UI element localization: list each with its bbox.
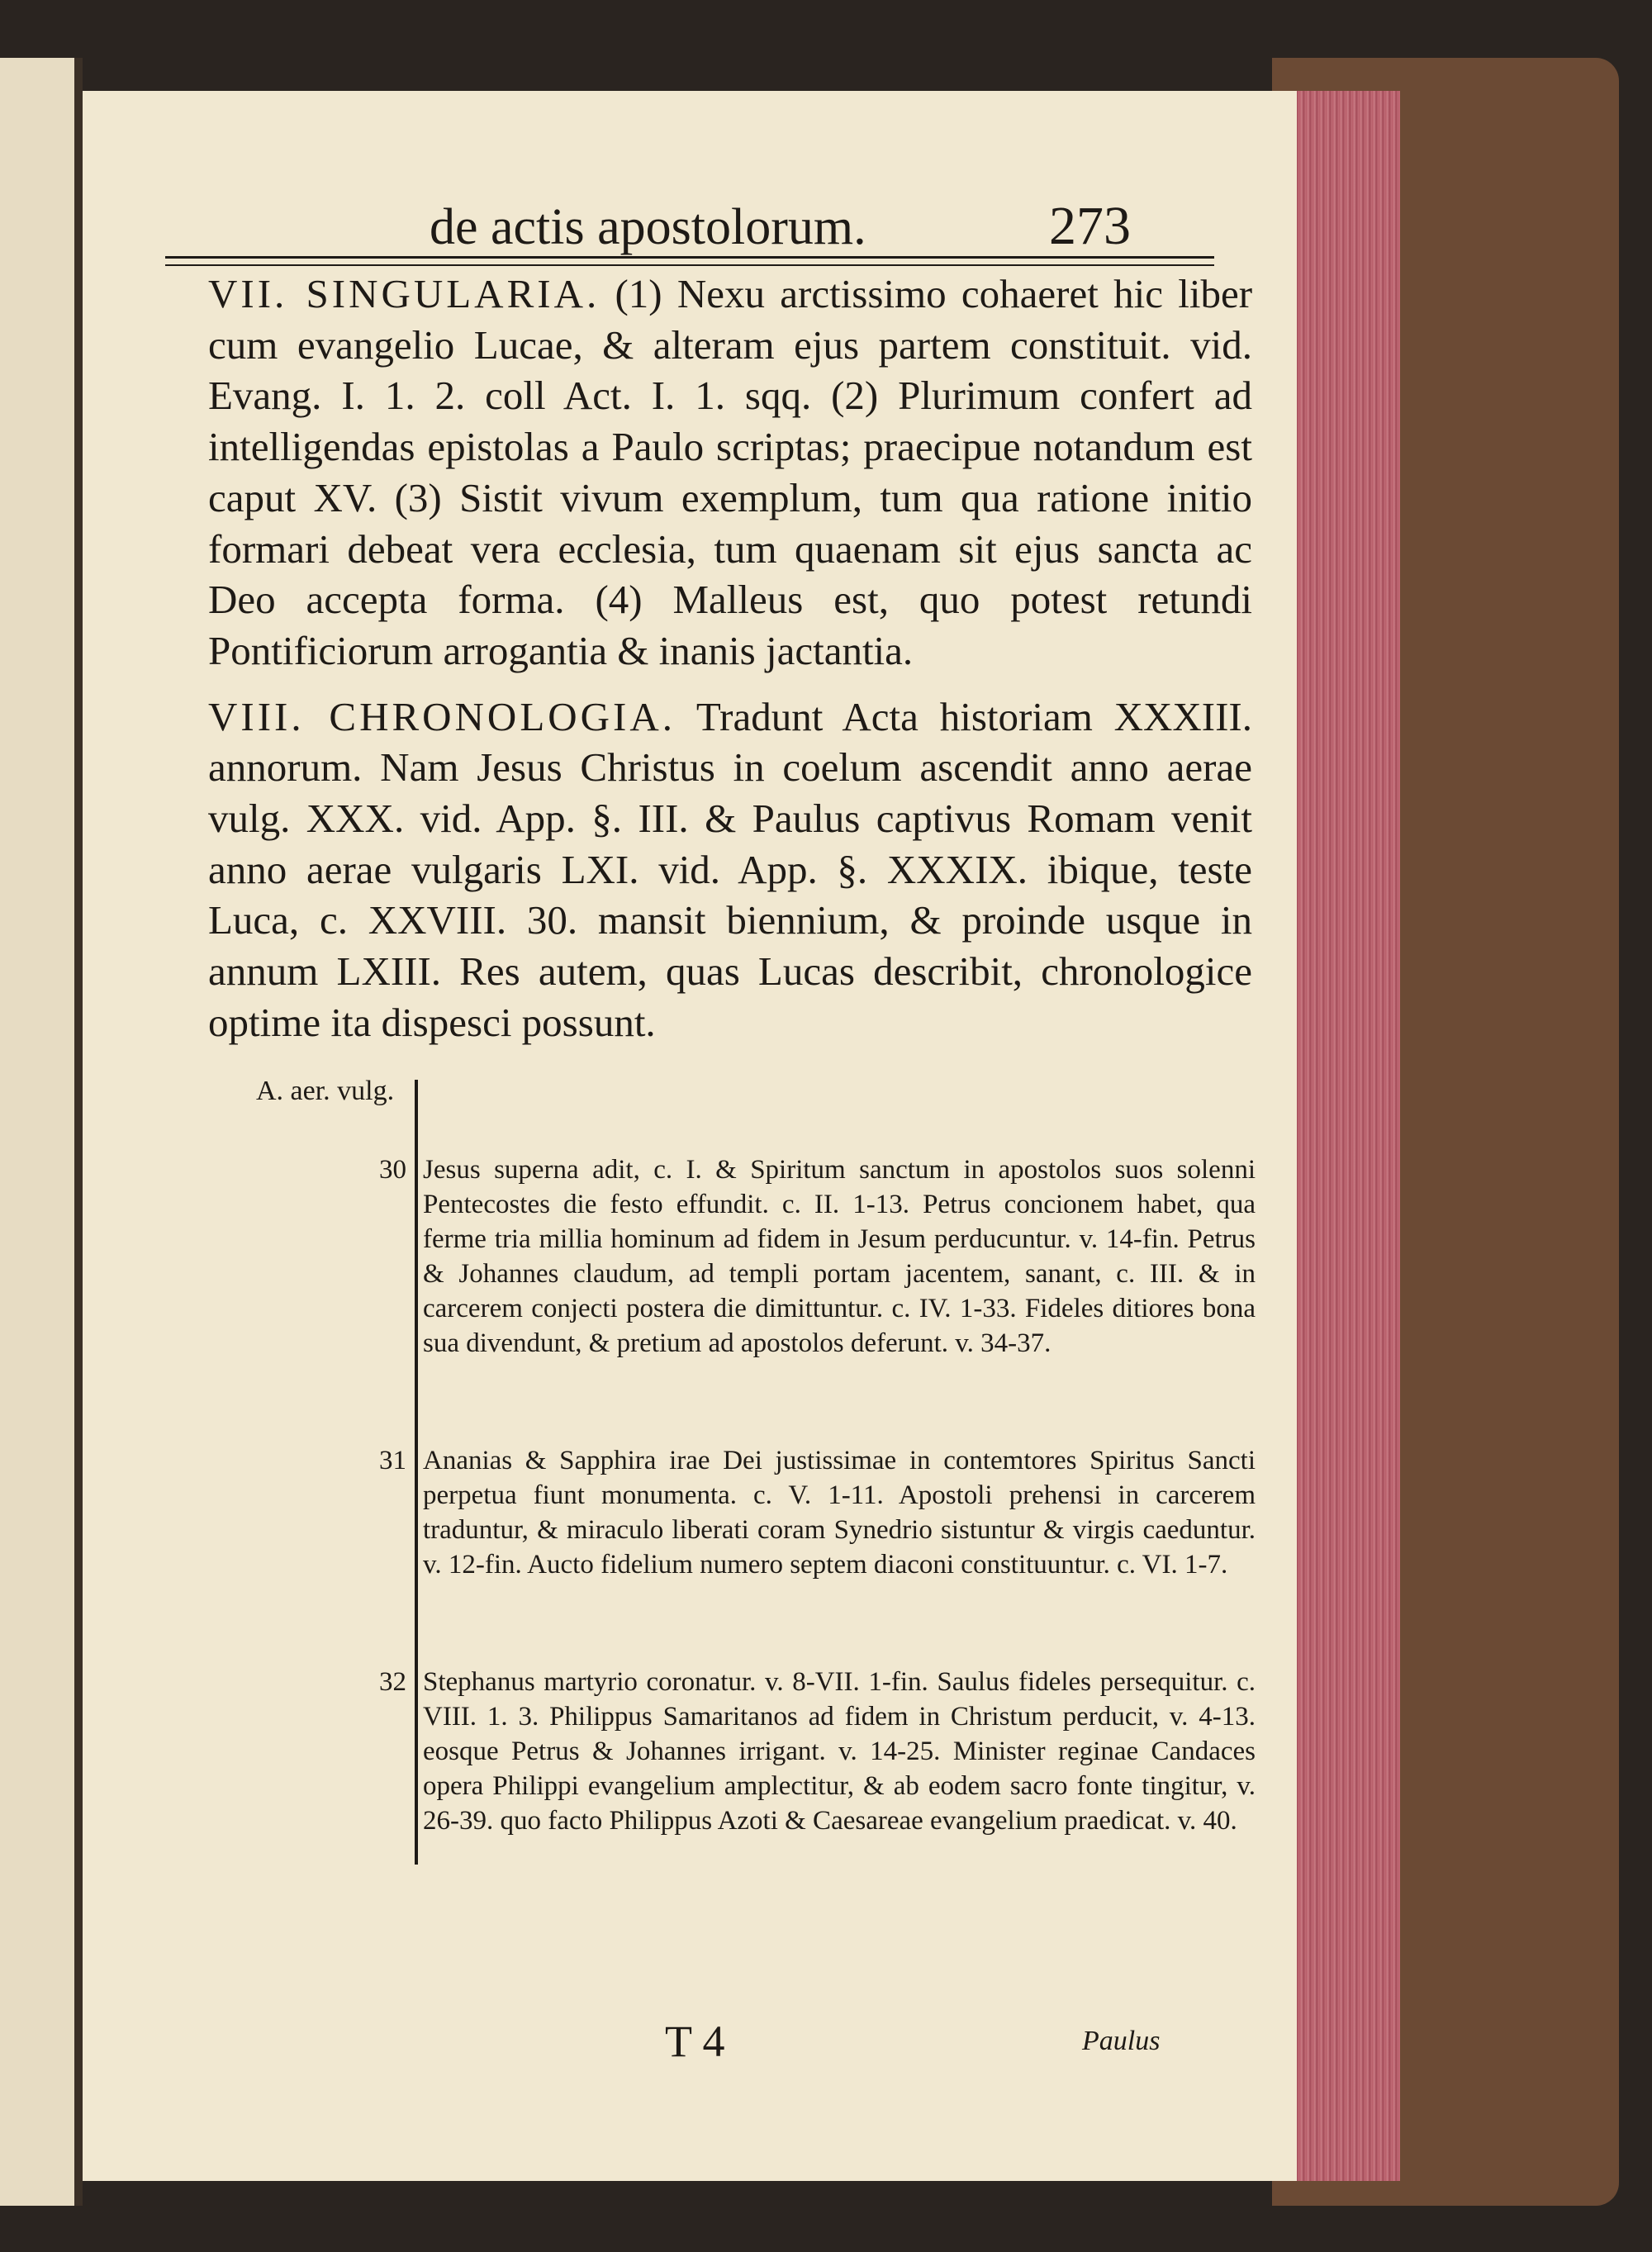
page-header [83, 198, 1297, 264]
row-text: Stephanus martyrio coronatur. v. 8-VII. 1-fin. Saulus fideles persequitur. c. VIII. 1. 3. Philippus Samaritanos ad fidem in Christum perducit, v. 4-13. eosque Petrus & Johannes irrigant. v. 14-25. Minister reginae Candaces opera Philippi evangelium amplectitur, & ab eodem sacro fonte tingitur, v. 26-39. quo facto Philippus Azoti & Caesareae evangelium praedicat. v. 40. [423, 1666, 1256, 1836]
row-text: Jesus superna adit, c. I. & Spiritum sanctum in apostolos suos solenni Pentecostes die festo effundit. c. II. 1-13. Petrus concionem habet, qua ferme tria millia hominum ad fidem in Jesum perducuntur. v. 14-fin. Petrus & Johannes claudum, ad templi portam jacentem, sanant, c. III. & in carcerem conjecti postera die dimittuntur. c. IV. 1-33. Fideles ditiores bona sua divendunt, & pretium ad apostolos deferunt. v. 34-37. [423, 1154, 1256, 1358]
section-label: VII. SINGULARIA. [208, 271, 601, 316]
section-singularia [208, 268, 1252, 677]
section-chronologia [208, 691, 1252, 1048]
chronology-table [208, 1075, 1256, 1873]
page-number: 273 [1049, 196, 1131, 256]
header-rule [165, 256, 1214, 266]
book-gutter [74, 58, 83, 2206]
column-rule [415, 1080, 418, 1865]
year-column-header: A. aer. vulg. [256, 1075, 395, 1106]
page-body [208, 268, 1256, 1873]
row-text: Ananias & Sapphira irae Dei justissimae in contemtores Spiritus Sancti perpetua fiunt monumenta. c. V. 1-11. Apostoli prehensi in carcerem traduntur, & miraculo liberati coram Synedrio sistuntur & virgis caeduntur. v. 12-fin. Aucto fidelium numero septem diaconi constituuntur. c. VI. 1-7. [423, 1445, 1256, 1580]
signature-mark: T 4 [665, 2017, 725, 2066]
section-label: VIII. CHRONOLOGIA. [208, 693, 676, 739]
facing-page-edge [0, 58, 77, 2206]
book-page [83, 91, 1297, 2181]
catchword: Paulus [1082, 2026, 1161, 2056]
page-edges [1293, 91, 1400, 2181]
row-year: 31 [379, 1445, 406, 1475]
page-footer [83, 2016, 1297, 2082]
section-text: (1) Nexu arctissimo cohaeret hic liber cum evangelio Lucae, & alteram ejus partem constituit. vid. Evang. I. 1. 2. coll Act. I. 1. sqq. (2) Plurimum confert ad intelligendas epistolas a Paulo scriptas; praecipue notandum est caput XV. (3) Sistit vivum exemplum, tum qua ratione initio formari debeat vera ecclesia, tum quaenam sit ejus sancta ac Deo accepta forma. (4) Malleus est, quo potest retundi Pontificiorum arrogantia & inanis jactantia. [208, 271, 1253, 673]
row-year: 30 [379, 1154, 406, 1185]
row-year: 32 [379, 1666, 406, 1697]
section-text: Tradunt Acta historiam XXXIII. annorum. Nam Jesus Christus in coelum ascendit anno aerae vulg. XXX. vid. App. §. III. & Paulus captivus Romam venit anno aerae vulgaris LXI. vid. App. §. XXXIX. ibique, teste Luca, c. XXVIII. 30. mansit biennium, & proinde usque in annum LXIII. Res autem, quas Lucas describit, chronologice optime ita dispesci possunt. [208, 693, 1253, 1045]
running-title: de actis apostolorum. [430, 199, 866, 255]
